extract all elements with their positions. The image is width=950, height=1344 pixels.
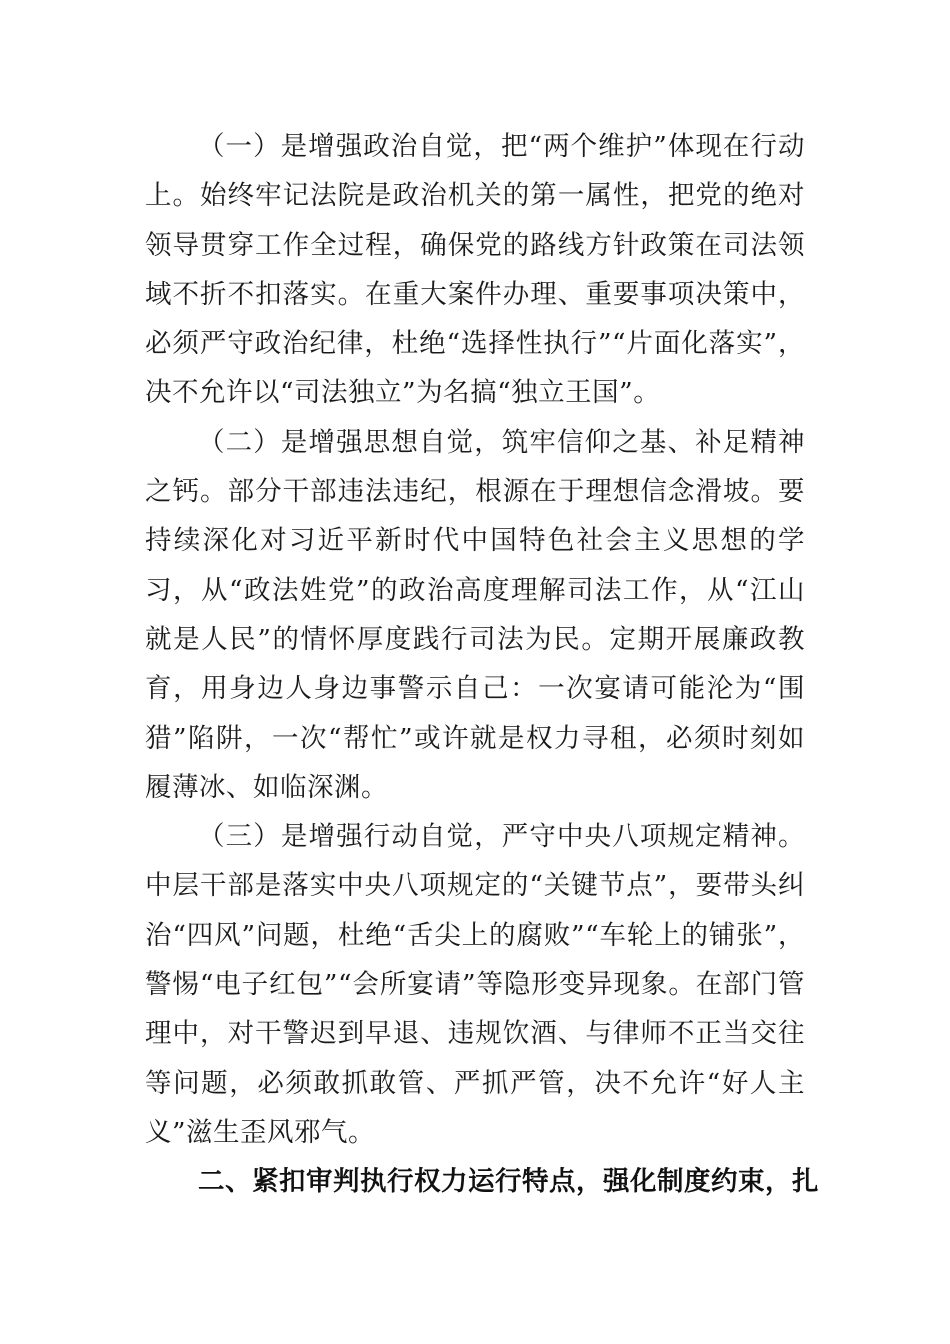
section-heading: 二、紧扣审判执行权力运行特点，强化制度约束，扎 [198,1166,819,1198]
paragraph-1: （一）是增强政治自觉，把“两个维护”体现在行动上。始终牢记法院是政治机关的第一属性，把党的绝对领导贯穿工作全过程，确保党的路线方针政策在司法领域不折不扣落实。在重大案件办理、重要事项决策中，必须严守政治纪律，杜绝“选择性执行”“片面化落实”，决不允许以“司法独立”为名搞“独立王国”。 [145,131,805,409]
paragraph-2: （二）是增强思想自觉，筑牢信仰之基、补足精神之钙。部分干部违法违纪，根源在于理想信念滑坡。要持续深化对习近平新时代中国特色社会主义思想的学习，从“政法姓党”的政治高度理解司法工作，从“江山就是人民”的情怀厚度践行司法为民。定期开展廉政教育，用身边人身边事警示自己：一次宴请可能沦为“围猎”陷阱，一次“帮忙”或许就是权力寻租，必须时刻如履薄冰、如临深渊。 [145,426,805,803]
document-body [145,122,819,1207]
paragraph-3: （三）是增强行动自觉，严守中央八项规定精神。中层干部是落实中央八项规定的“关键节点”，要带头纠治“四风”问题，杜绝“舌尖上的腐败”“车轮上的铺张”，警惕“电子红包”“会所宴请”等隐形变异现象。在部门管理中，对干警迟到早退、违规饮酒、与律师不正当交往等问题，必须敢抓敢管、严抓严管，决不允许“好人主义”滋生歪风邪气。 [145,821,805,1148]
